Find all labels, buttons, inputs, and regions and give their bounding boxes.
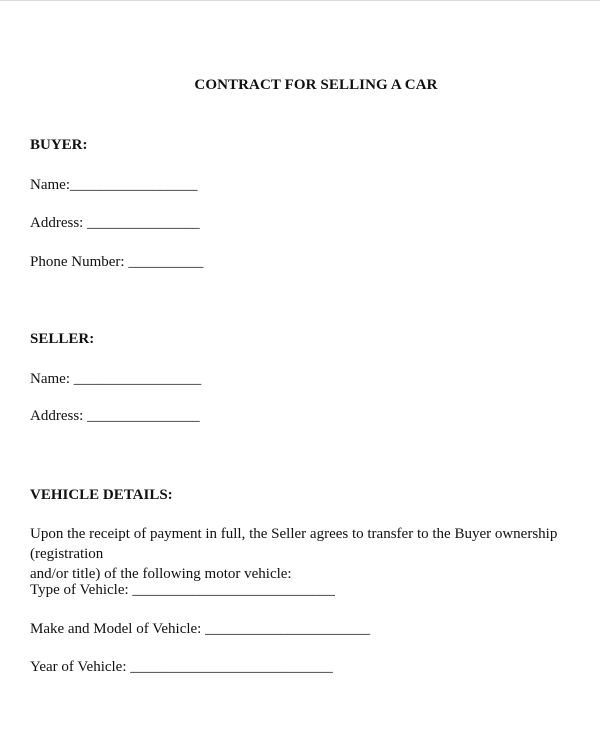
vehicle-type-field: Type of Vehicle: ___________________________ bbox=[30, 582, 335, 598]
buyer-phone-field: Phone Number: __________ bbox=[30, 254, 204, 270]
vehicle-intro-line-2: and/or title) of the following motor vehicle: bbox=[30, 566, 292, 582]
vehicle-details-heading: VEHICLE DETAILS: bbox=[30, 487, 173, 503]
seller-name-field: Name: _________________ bbox=[30, 371, 202, 387]
vehicle-intro-line-1: Upon the receipt of payment in full, the Seller agrees to transfer to the Buyer ownership (registration bbox=[30, 526, 558, 562]
buyer-address-field: Address: _______________ bbox=[30, 215, 200, 231]
vehicle-make-model-field: Make and Model of Vehicle: ______________________ bbox=[30, 621, 371, 637]
seller-address-field: Address: _______________ bbox=[30, 408, 200, 424]
vehicle-year-field: Year of Vehicle: ___________________________ bbox=[30, 659, 333, 675]
vehicle-intro-paragraph bbox=[30, 524, 590, 584]
buyer-name-field: Name:_________________ bbox=[30, 177, 198, 193]
seller-heading: SELLER: bbox=[30, 331, 95, 347]
buyer-heading: BUYER: bbox=[30, 137, 88, 153]
document-title: CONTRACT FOR SELLING A CAR bbox=[194, 77, 438, 93]
